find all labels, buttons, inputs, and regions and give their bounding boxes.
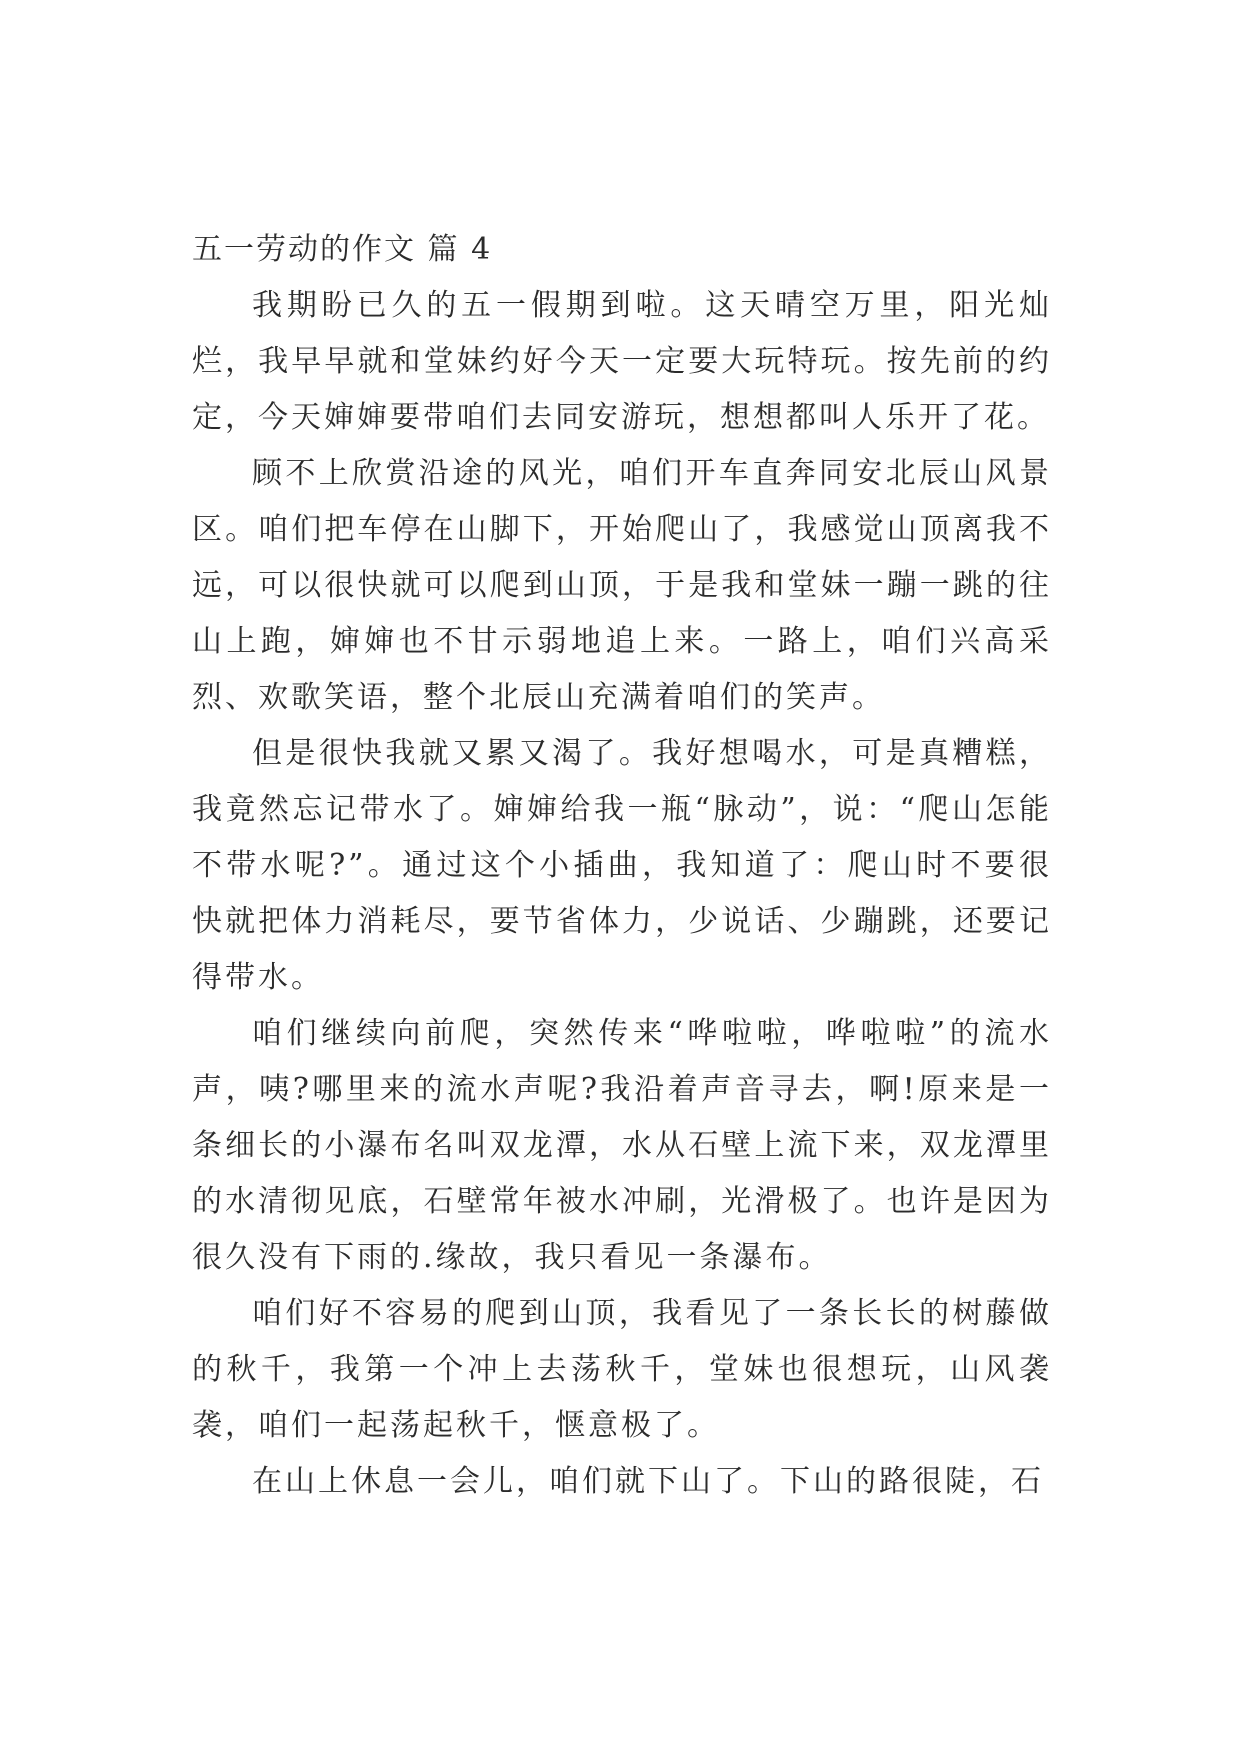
paragraph: 咱们继续向前爬，突然传来“哗啦啦，哗啦啦”的流水声，咦?哪里来的流水声呢?我沿着声音寻去，啊!原来是一条细长的小瀑布名叫双龙潭，水从石壁上流下来，双龙潭里的水清彻见底，石壁常年被水冲刷，光滑极了。也许是因为很久没有下雨的.缘故，我只看见一条瀑布。 <box>192 1016 1052 1275</box>
paragraph: 我期盼已久的五一假期到啦。这天晴空万里，阳光灿烂，我早早就和堂妹约好今天一定要大玩特玩。按先前的约定，今天婶婶要带咱们去同安游玩，想想都叫人乐开了花。 <box>192 288 1052 435</box>
article-body <box>192 222 1052 1510</box>
paragraph: 在山上休息一会儿，咱们就下山了。下山的路很陡，石 <box>252 1464 1044 1499</box>
paragraph: 但是很快我就又累又渴了。我好想喝水，可是真糟糕，我竟然忘记带水了。婶婶给我一瓶“脉动”，说：“爬山怎能不带水呢?”。通过这个小插曲，我知道了：爬山时不要很快就把体力消耗尽，要节省体力，少说话、少蹦跳，还要记得带水。 <box>192 736 1052 995</box>
paragraph: 顾不上欣赏沿途的风光，咱们开车直奔同安北辰山风景区。咱们把车停在山脚下，开始爬山了，我感觉山顶离我不远，可以很快就可以爬到山顶，于是我和堂妹一蹦一跳的往山上跑，婶婶也不甘示弱地追上来。一路上，咱们兴高采烈、欢歌笑语，整个北辰山充满着咱们的笑声。 <box>192 456 1052 715</box>
article-title: 五一劳动的作文 篇 4 <box>192 232 493 267</box>
paragraph: 咱们好不容易的爬到山顶，我看见了一条长长的树藤做的秋千，我第一个冲上去荡秋千，堂妹也很想玩，山风袭袭，咱们一起荡起秋千，惬意极了。 <box>192 1296 1052 1443</box>
